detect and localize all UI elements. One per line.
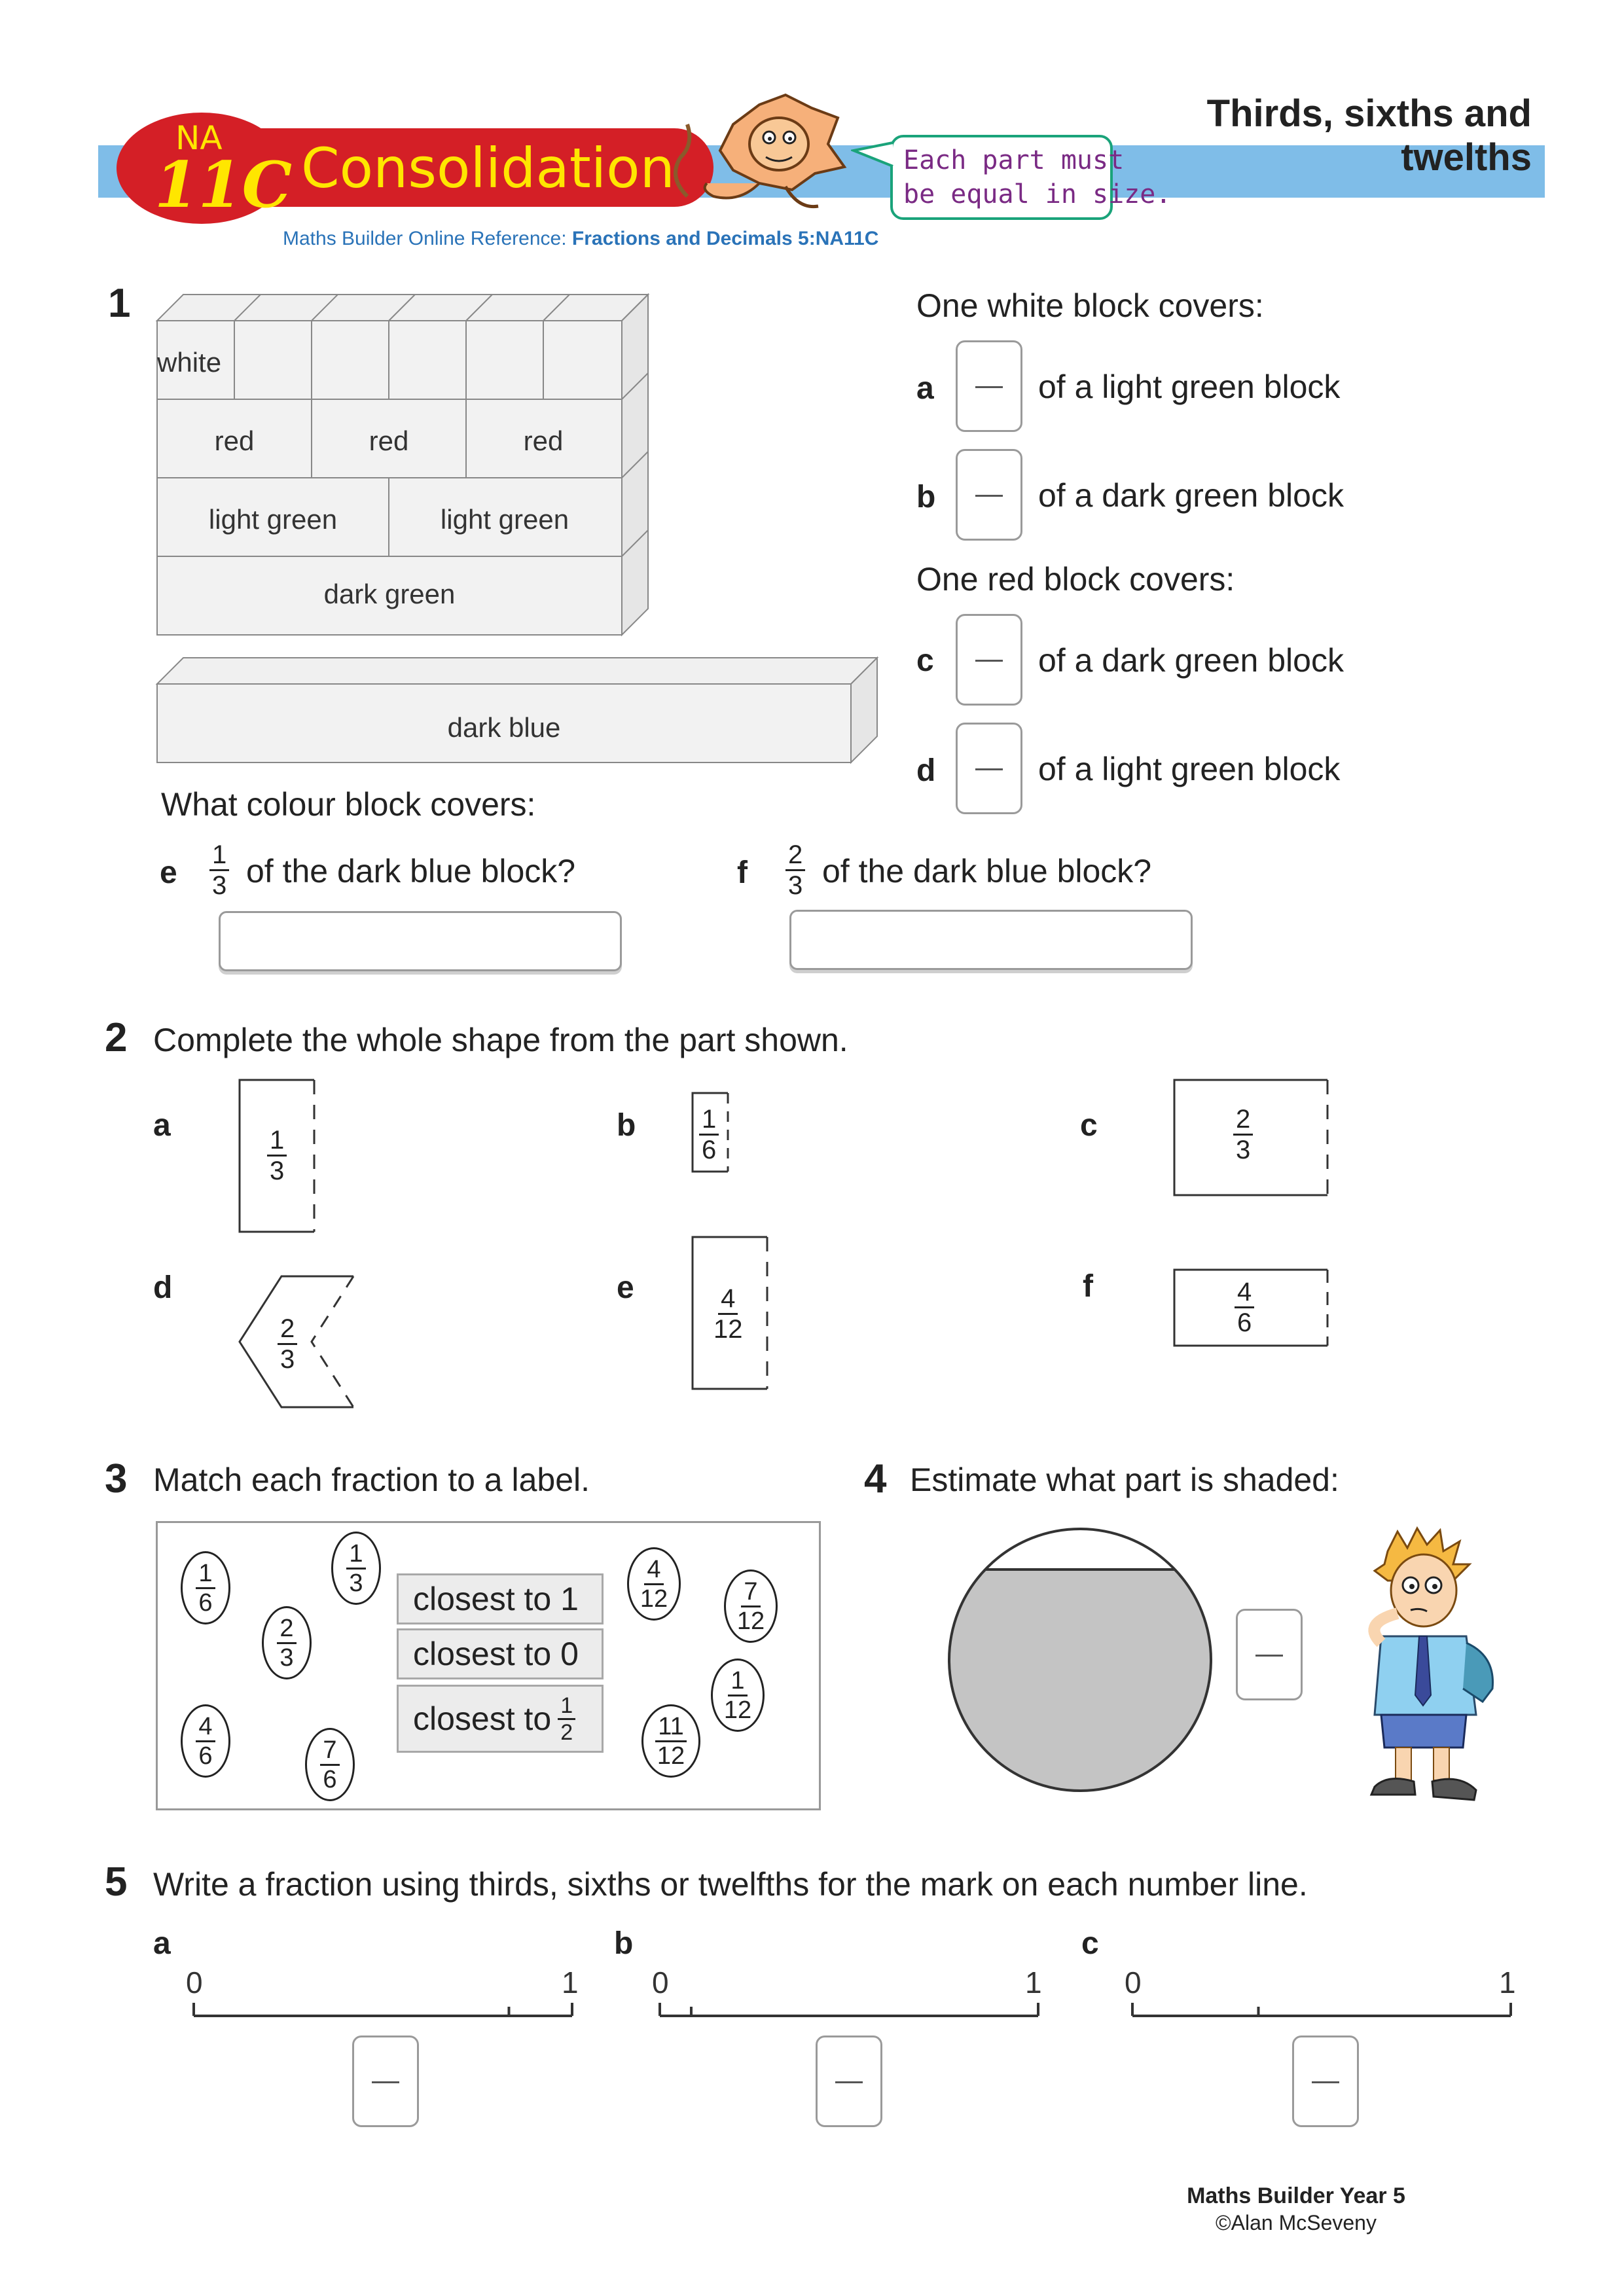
q3-f1-num: 1 xyxy=(196,1561,215,1589)
q3-number: 3 xyxy=(105,1456,128,1501)
block-red-1: red xyxy=(214,425,255,456)
q3-f1-den: 6 xyxy=(198,1588,213,1617)
q5b-answer-box[interactable] xyxy=(816,2036,882,2127)
q1f-answer-field[interactable] xyxy=(789,910,1193,970)
q2e-den: 12 xyxy=(713,1315,743,1344)
q5c-letter: c xyxy=(1081,1926,1099,1961)
q3-label-1-text: closest to 1 xyxy=(413,1581,579,1617)
q2e-letter: e xyxy=(617,1270,634,1305)
reference-prefix: Maths Builder Online Reference: xyxy=(283,228,567,249)
q5c-answer-box[interactable] xyxy=(1292,2036,1359,2127)
q3-fraction-4-12[interactable] xyxy=(627,1547,681,1621)
speech-tail-icon xyxy=(851,137,897,177)
q5a-end: 1 xyxy=(562,1965,579,2000)
q5a-answer-box[interactable] xyxy=(352,2036,419,2127)
q3-f9-num: 11 xyxy=(655,1714,686,1742)
q4-number: 4 xyxy=(864,1456,887,1501)
q2d-num: 2 xyxy=(278,1316,297,1345)
q1a-letter: a xyxy=(916,371,934,406)
q2f-letter: f xyxy=(1083,1269,1093,1304)
q1b-text: of a dark green block xyxy=(1038,477,1344,514)
q2c-num: 2 xyxy=(1233,1106,1253,1136)
q3-f8-num: 1 xyxy=(728,1668,747,1696)
block-red-3: red xyxy=(523,425,564,456)
q5a-number-line xyxy=(190,1996,576,2022)
q2-text: Complete the whole shape from the part shown. xyxy=(153,1022,848,1058)
q2f-fraction xyxy=(1235,1279,1254,1336)
thinking-boy-icon xyxy=(1335,1525,1506,1813)
q3-label-3-text: closest to xyxy=(413,1700,552,1737)
q1c-letter: c xyxy=(916,643,934,678)
q1d-answer-box[interactable] xyxy=(956,723,1022,814)
q5c-end: 1 xyxy=(1499,1965,1516,2000)
q3-f5-num: 7 xyxy=(320,1738,339,1766)
q1-white-heading: One white block covers: xyxy=(916,287,1264,324)
q2c-fraction xyxy=(1233,1106,1253,1163)
q3-f5-den: 6 xyxy=(323,1765,337,1793)
strand-code: NA xyxy=(175,119,223,157)
q2a-letter: a xyxy=(153,1108,171,1143)
q2b-fraction xyxy=(699,1106,719,1163)
q3-f6-num: 4 xyxy=(644,1557,663,1585)
q1-number: 1 xyxy=(108,281,131,326)
block-light-green-1: light green xyxy=(208,504,338,535)
q1d-letter: d xyxy=(916,753,936,788)
q3-fraction-2-3[interactable] xyxy=(262,1606,312,1679)
q3-fraction-7-6[interactable] xyxy=(305,1728,355,1801)
lizard-mascot-icon xyxy=(661,92,857,223)
q1-colour-question: What colour block covers: xyxy=(161,786,536,823)
q5-text: Write a fraction using thirds, sixths or twelfths for the mark on each number line. xyxy=(153,1866,1308,1903)
speech-line-1: Each part must xyxy=(903,145,1125,175)
q2d-shape xyxy=(236,1274,360,1411)
q2e-num: 4 xyxy=(718,1285,738,1315)
q5b-number-line xyxy=(656,1996,1042,2022)
topic-heading: Thirds, sixths and twelths xyxy=(1206,92,1532,179)
q5b-end: 1 xyxy=(1025,1965,1042,2000)
q5c-start: 0 xyxy=(1125,1965,1142,2000)
q1a-text: of a light green block xyxy=(1038,368,1341,405)
q3-f9-den: 12 xyxy=(657,1742,685,1770)
q1f-den: 3 xyxy=(788,871,803,900)
q1f-num: 2 xyxy=(785,842,805,871)
q1b-answer-box[interactable] xyxy=(956,449,1022,541)
q1-red-heading: One red block covers: xyxy=(916,561,1235,598)
q5b-letter: b xyxy=(614,1926,634,1961)
q2d-letter: d xyxy=(153,1270,173,1305)
q2c-letter: c xyxy=(1080,1108,1098,1143)
block-red-2: red xyxy=(369,425,409,456)
q2d-den: 3 xyxy=(280,1345,295,1374)
q4-answer-box[interactable] xyxy=(1236,1609,1303,1700)
q3-label-closest-0[interactable] xyxy=(397,1628,604,1679)
q3-f3-num: 2 xyxy=(277,1616,296,1644)
q3-label-closest-1[interactable] xyxy=(397,1573,604,1624)
q5b-start: 0 xyxy=(652,1965,669,2000)
q1b-letter: b xyxy=(916,480,936,514)
q5c-number-line xyxy=(1128,1996,1515,2022)
q1c-answer-box[interactable] xyxy=(956,614,1022,706)
q2e-fraction xyxy=(713,1285,743,1342)
q2f-den: 6 xyxy=(1237,1308,1252,1337)
q1f-letter: f xyxy=(737,855,748,890)
q2a-den: 3 xyxy=(270,1157,285,1185)
q1e-fraction xyxy=(209,842,229,899)
q2f-num: 4 xyxy=(1235,1279,1254,1308)
q3-text: Match each fraction to a label. xyxy=(153,1462,590,1498)
speech-line-2: be equal in size. xyxy=(903,179,1172,209)
q1e-text: of the dark blue block? xyxy=(246,853,576,889)
q2c-den: 3 xyxy=(1236,1136,1251,1164)
q2b-letter: b xyxy=(617,1108,636,1143)
block-light-green-2: light green xyxy=(440,504,569,535)
q5-number: 5 xyxy=(105,1859,128,1905)
q2b-num: 1 xyxy=(699,1106,719,1136)
q3-f4-num: 4 xyxy=(196,1714,215,1742)
q3-half-den: 2 xyxy=(560,1719,573,1745)
dark-blue-block xyxy=(151,651,884,769)
q3-fraction-1-6[interactable] xyxy=(181,1551,230,1624)
q2a-fraction xyxy=(267,1127,287,1184)
q3-f2-num: 1 xyxy=(346,1541,365,1570)
speech-bubble xyxy=(890,135,1172,220)
reference-line xyxy=(283,228,878,250)
q1e-answer-field[interactable] xyxy=(219,911,622,971)
q3-f3-den: 3 xyxy=(280,1643,294,1672)
q3-fraction-1-3[interactable] xyxy=(331,1532,381,1605)
q1f-text: of the dark blue block? xyxy=(822,853,1152,889)
q2a-num: 1 xyxy=(267,1127,287,1157)
q3-f8-den: 12 xyxy=(723,1696,752,1724)
reference-link[interactable]: Fractions and Decimals 5:NA11C xyxy=(571,228,879,249)
q5a-start: 0 xyxy=(186,1965,203,2000)
q4-text: Estimate what part is shaded: xyxy=(910,1462,1339,1498)
q2-number: 2 xyxy=(105,1015,128,1060)
q1e-num: 1 xyxy=(209,842,229,871)
q3-fraction-1-12[interactable] xyxy=(711,1659,765,1732)
q3-fraction-11-12[interactable] xyxy=(641,1704,700,1778)
q1e-letter: e xyxy=(160,855,177,890)
q1a-answer-box[interactable] xyxy=(956,340,1022,432)
page-title: Consolidation xyxy=(301,136,675,200)
q3-f6-den: 12 xyxy=(640,1585,668,1613)
q3-label-2-text: closest to 0 xyxy=(413,1636,579,1672)
q2d-fraction xyxy=(278,1316,297,1372)
q3-half-num: 1 xyxy=(558,1695,575,1720)
block-dark-green: dark green xyxy=(323,579,456,609)
q1f-fraction xyxy=(785,842,805,899)
q2b-den: 6 xyxy=(702,1136,717,1164)
q3-f7-num: 7 xyxy=(741,1579,760,1607)
q3-fraction-4-6[interactable] xyxy=(181,1704,230,1778)
q3-fraction-7-12[interactable] xyxy=(724,1570,778,1643)
footer-title: Maths Builder Year 5 xyxy=(1187,2183,1405,2208)
q5a-letter: a xyxy=(153,1926,171,1961)
q3-f4-den: 6 xyxy=(198,1742,213,1770)
q1d-text: of a light green block xyxy=(1038,751,1341,787)
q3-f2-den: 3 xyxy=(349,1569,363,1597)
q4-shaded-circle xyxy=(943,1522,1218,1797)
q1c-text: of a dark green block xyxy=(1038,642,1344,679)
q3-label-closest-half[interactable] xyxy=(397,1685,604,1753)
block-white: white xyxy=(157,347,222,378)
footer-copyright: ©Alan McSeveny xyxy=(1216,2211,1377,2234)
lesson-code: 11C xyxy=(154,148,292,222)
q3-f7-den: 12 xyxy=(736,1607,765,1635)
q1e-den: 3 xyxy=(212,871,227,900)
block-dark-blue: dark blue xyxy=(447,712,561,743)
